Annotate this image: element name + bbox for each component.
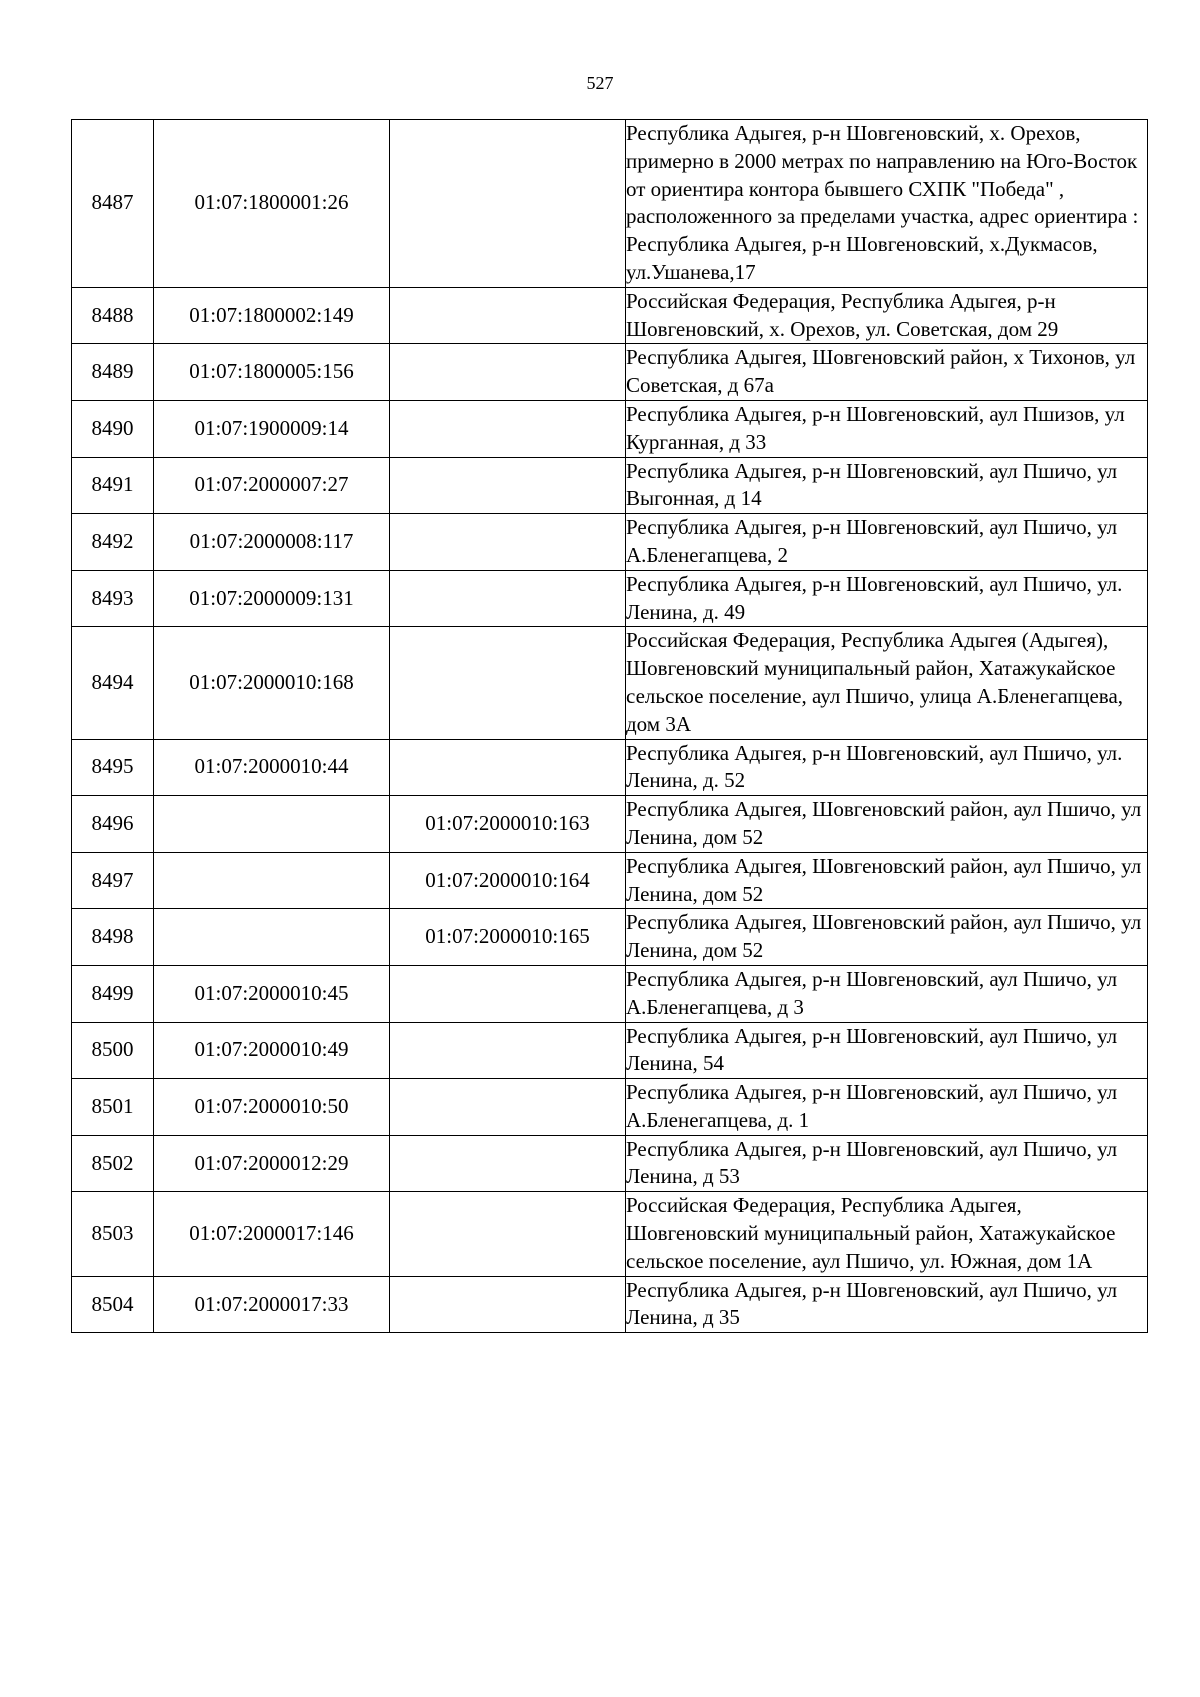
- row-number-cell: 8492: [72, 514, 154, 571]
- related-cadastral-number-cell: [390, 1022, 626, 1079]
- address-cell: Республика Адыгея, р-н Шовгеновский, аул Пшичо, ул Ленина, д 53: [626, 1135, 1148, 1192]
- related-cadastral-number-cell: [390, 400, 626, 457]
- table-row: [72, 627, 1148, 739]
- related-cadastral-number-cell: [390, 287, 626, 344]
- table-row: [72, 287, 1148, 344]
- address-cell: Республика Адыгея, р-н Шовгеновский, аул Пшичо, ул А.Бленегапцева, д. 1: [626, 1079, 1148, 1136]
- related-cadastral-number-cell: [390, 570, 626, 627]
- cadastral-number-cell: 01:07:2000010:49: [154, 1022, 390, 1079]
- table-row: [72, 1192, 1148, 1276]
- table-row: [72, 400, 1148, 457]
- related-cadastral-number-cell: [390, 1079, 626, 1136]
- row-number-cell: 8498: [72, 909, 154, 966]
- row-number-cell: 8491: [72, 457, 154, 514]
- cadastral-number-cell: 01:07:2000012:29: [154, 1135, 390, 1192]
- cadastral-number-cell: 01:07:2000010:45: [154, 965, 390, 1022]
- related-cadastral-number-cell: [390, 1192, 626, 1276]
- cadastral-number-cell: 01:07:2000010:168: [154, 627, 390, 739]
- table-row: [72, 965, 1148, 1022]
- row-number-cell: 8489: [72, 344, 154, 401]
- row-number-cell: 8499: [72, 965, 154, 1022]
- table-row: [72, 1022, 1148, 1079]
- row-number-cell: 8487: [72, 120, 154, 288]
- address-cell: Российская Федерация, Республика Адыгея (Адыгея), Шовгеновский муниципальный район, Хатажукайское сельское поселение, аул Пшичо, улица А.Бленегапцева, дом 3А: [626, 627, 1148, 739]
- property-registry-table: [71, 119, 1148, 1333]
- address-cell: Республика Адыгея, р-н Шовгеновский, аул Пшичо, ул А.Бленегапцева, д 3: [626, 965, 1148, 1022]
- address-cell: Российская Федерация, Республика Адыгея, Шовгеновский муниципальный район, Хатажукайское сельское поселение, аул Пшичо, ул. Южная, дом 1А: [626, 1192, 1148, 1276]
- related-cadastral-number-cell: 01:07:2000010:165: [390, 909, 626, 966]
- row-number-cell: 8497: [72, 852, 154, 909]
- table-body: [72, 120, 1148, 1333]
- row-number-cell: 8488: [72, 287, 154, 344]
- related-cadastral-number-cell: [390, 739, 626, 796]
- cadastral-number-cell: [154, 796, 390, 853]
- related-cadastral-number-cell: [390, 627, 626, 739]
- address-cell: Республика Адыгея, р-н Шовгеновский, аул Пшичо, ул Ленина, д 35: [626, 1276, 1148, 1333]
- row-number-cell: 8495: [72, 739, 154, 796]
- row-number-cell: 8494: [72, 627, 154, 739]
- related-cadastral-number-cell: 01:07:2000010:164: [390, 852, 626, 909]
- row-number-cell: 8501: [72, 1079, 154, 1136]
- table-row: [72, 1276, 1148, 1333]
- cadastral-number-cell: 01:07:2000009:131: [154, 570, 390, 627]
- table-row: [72, 909, 1148, 966]
- related-cadastral-number-cell: [390, 514, 626, 571]
- related-cadastral-number-cell: [390, 965, 626, 1022]
- cadastral-number-cell: 01:07:1900009:14: [154, 400, 390, 457]
- related-cadastral-number-cell: 01:07:2000010:163: [390, 796, 626, 853]
- related-cadastral-number-cell: [390, 120, 626, 288]
- related-cadastral-number-cell: [390, 1276, 626, 1333]
- address-cell: Республика Адыгея, р-н Шовгеновский, аул Пшичо, ул Ленина, 54: [626, 1022, 1148, 1079]
- row-number-cell: 8490: [72, 400, 154, 457]
- address-cell: Республика Адыгея, р-н Шовгеновский, аул Пшизов, ул Курганная, д 33: [626, 400, 1148, 457]
- address-cell: Республика Адыгея, Шовгеновский район, аул Пшичо, ул Ленина, дом 52: [626, 852, 1148, 909]
- row-number-cell: 8500: [72, 1022, 154, 1079]
- cadastral-number-cell: 01:07:1800001:26: [154, 120, 390, 288]
- table-row: [72, 796, 1148, 853]
- address-cell: Республика Адыгея, р-н Шовгеновский, аул Пшичо, ул Выгонная, д 14: [626, 457, 1148, 514]
- table-row: [72, 570, 1148, 627]
- row-number-cell: 8503: [72, 1192, 154, 1276]
- row-number-cell: 8502: [72, 1135, 154, 1192]
- cadastral-number-cell: 01:07:2000010:50: [154, 1079, 390, 1136]
- cadastral-number-cell: 01:07:1800005:156: [154, 344, 390, 401]
- table-row: [72, 344, 1148, 401]
- row-number-cell: 8493: [72, 570, 154, 627]
- related-cadastral-number-cell: [390, 344, 626, 401]
- cadastral-number-cell: 01:07:2000007:27: [154, 457, 390, 514]
- related-cadastral-number-cell: [390, 457, 626, 514]
- address-cell: Республика Адыгея, р-н Шовгеновский, аул Пшичо, ул А.Бленегапцева, 2: [626, 514, 1148, 571]
- address-cell: Республика Адыгея, Шовгеновский район, аул Пшичо, ул Ленина, дом 52: [626, 796, 1148, 853]
- address-cell: Республика Адыгея, р-н Шовгеновский, аул Пшичо, ул. Ленина, д. 52: [626, 739, 1148, 796]
- row-number-cell: 8496: [72, 796, 154, 853]
- table-row: [72, 852, 1148, 909]
- table-row: [72, 1135, 1148, 1192]
- address-cell: Республика Адыгея, Шовгеновский район, аул Пшичо, ул Ленина, дом 52: [626, 909, 1148, 966]
- table-row: [72, 1079, 1148, 1136]
- address-cell: Российская Федерация, Республика Адыгея, р-н Шовгеновский, х. Орехов, ул. Советская, дом 29: [626, 287, 1148, 344]
- table-row: [72, 457, 1148, 514]
- address-cell: Республика Адыгея, Шовгеновский район, х Тихонов, ул Советская, д 67а: [626, 344, 1148, 401]
- cadastral-number-cell: [154, 852, 390, 909]
- table-row: [72, 120, 1148, 288]
- row-number-cell: 8504: [72, 1276, 154, 1333]
- cadastral-number-cell: [154, 909, 390, 966]
- address-cell: Республика Адыгея, р-н Шовгеновский, аул Пшичо, ул. Ленина, д. 49: [626, 570, 1148, 627]
- cadastral-number-cell: 01:07:1800002:149: [154, 287, 390, 344]
- address-cell: Республика Адыгея, р-н Шовгеновский, х. Орехов, примерно в 2000 метрах по направлению на Юго-Восток от ориентира контора бывшего СХПК "Победа" , расположенного за пределами участка, адрес ориентира : Республика Адыгея, р-н Шовгеновский, х.Дукмасов, ул.Ушанева,17: [626, 120, 1148, 288]
- page-number: 527: [586, 73, 614, 93]
- cadastral-number-cell: 01:07:2000010:44: [154, 739, 390, 796]
- table-row: [72, 739, 1148, 796]
- cadastral-number-cell: 01:07:2000017:33: [154, 1276, 390, 1333]
- related-cadastral-number-cell: [390, 1135, 626, 1192]
- cadastral-number-cell: 01:07:2000017:146: [154, 1192, 390, 1276]
- cadastral-number-cell: 01:07:2000008:117: [154, 514, 390, 571]
- table-row: [72, 514, 1148, 571]
